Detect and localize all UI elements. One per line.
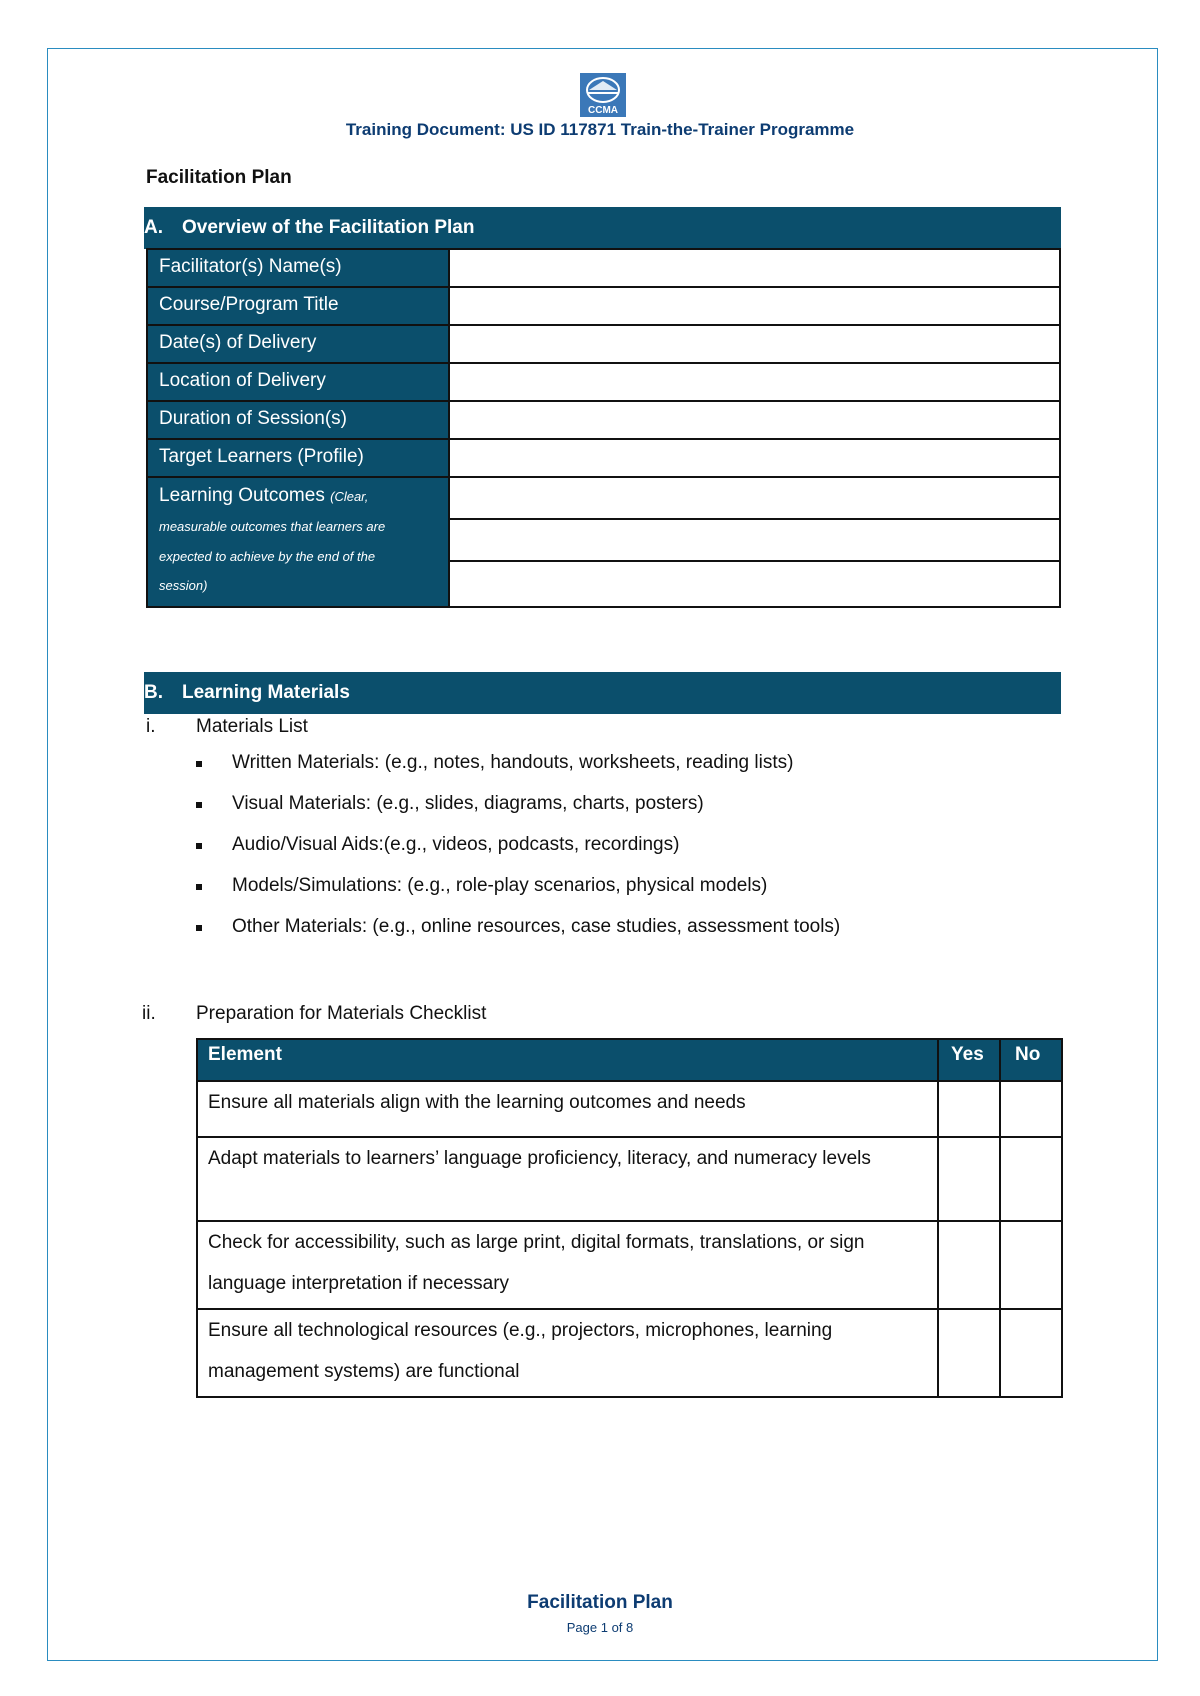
course-title-field[interactable]: [449, 287, 1060, 325]
table-row: [147, 287, 1060, 325]
row-label-location: Location of Delivery: [147, 363, 449, 401]
table-row: [147, 363, 1060, 401]
svg-text:CCMA: CCMA: [588, 105, 618, 116]
table-row: [147, 439, 1060, 477]
checklist-heading: Preparation for Materials Checklist: [196, 1003, 487, 1024]
row-label-dates: Date(s) of Delivery: [147, 325, 449, 363]
checklist-item-text: Check for accessibility, such as large print, digital formats, translations, or sign language interpretation if necessary: [197, 1221, 938, 1309]
checklist-yes-cell[interactable]: [938, 1137, 1000, 1221]
learning-outcome-field-2[interactable]: [449, 519, 1060, 561]
checklist-item-text: Adapt materials to learners’ language proficiency, literacy, and numeracy levels: [197, 1137, 938, 1221]
bullet-icon: [196, 843, 202, 849]
column-header-yes: Yes: [938, 1039, 1000, 1081]
row-label-learning-outcomes: Learning Outcomes (Clear, measurable outcomes that learners are expected to achieve by the end of the session): [147, 477, 449, 607]
target-learners-field[interactable]: [449, 439, 1060, 477]
checklist-no-cell[interactable]: [1000, 1137, 1062, 1221]
table-row: [197, 1309, 1062, 1397]
checklist-yes-cell[interactable]: [938, 1221, 1000, 1309]
overview-table: [146, 248, 1061, 608]
checklist-no-cell[interactable]: [1000, 1309, 1062, 1397]
list-item: Audio/Visual Aids:(e.g., videos, podcasts, recordings): [196, 834, 840, 875]
section-b-header: [144, 672, 1061, 714]
bullet-icon: [196, 925, 202, 931]
list-item: Written Materials: (e.g., notes, handouts, worksheets, reading lists): [196, 752, 840, 793]
materials-list-heading: Materials List: [196, 716, 308, 737]
document-header-title: Training Document: US ID 117871 Train-the-Trainer Programme: [345, 120, 855, 139]
footer-page-number: Page 1 of 8: [566, 1620, 634, 1635]
delivery-location-field[interactable]: [449, 363, 1060, 401]
table-row: [147, 249, 1060, 287]
column-header-no: No: [1000, 1039, 1062, 1081]
learning-outcome-field-3[interactable]: [449, 561, 1060, 607]
checklist-item-text: Ensure all materials align with the learning outcomes and needs: [197, 1081, 938, 1137]
table-row: [147, 477, 1060, 519]
section-b-title: Learning Materials: [182, 682, 350, 703]
bullet-icon: [196, 884, 202, 890]
session-duration-field[interactable]: [449, 401, 1060, 439]
list-item: Models/Simulations: (e.g., role-play scenarios, physical models): [196, 875, 840, 916]
table-row: [197, 1081, 1062, 1137]
table-row: [197, 1137, 1062, 1221]
bullet-icon: [196, 761, 202, 767]
checklist-no-cell[interactable]: [1000, 1081, 1062, 1137]
table-row: [197, 1221, 1062, 1309]
table-header-row: [197, 1039, 1062, 1081]
ccma-logo: [580, 73, 626, 117]
checklist-yes-cell[interactable]: [938, 1081, 1000, 1137]
materials-list: [196, 752, 840, 957]
section-a-letter: A.: [144, 217, 163, 238]
list-item: Visual Materials: (e.g., slides, diagrams, charts, posters): [196, 793, 840, 834]
checklist-no-cell[interactable]: [1000, 1221, 1062, 1309]
delivery-dates-field[interactable]: [449, 325, 1060, 363]
learning-outcome-field-1[interactable]: [449, 477, 1060, 519]
list-item: Other Materials: (e.g., online resources, case studies, assessment tools): [196, 916, 840, 957]
row-label-target-learners: Target Learners (Profile): [147, 439, 449, 477]
table-row: [147, 401, 1060, 439]
section-a-header: [144, 207, 1061, 249]
row-label-duration: Duration of Session(s): [147, 401, 449, 439]
column-header-element: Element: [197, 1039, 938, 1081]
footer-title: Facilitation Plan: [527, 1592, 673, 1613]
page-title: Facilitation Plan: [146, 167, 292, 188]
section-b-letter: B.: [144, 682, 163, 703]
row-label-course-title: Course/Program Title: [147, 287, 449, 325]
table-row: [147, 325, 1060, 363]
row-label-facilitator: Facilitator(s) Name(s): [147, 249, 449, 287]
checklist-yes-cell[interactable]: [938, 1309, 1000, 1397]
checklist-item-text: Ensure all technological resources (e.g., projectors, microphones, learning management systems) are functional: [197, 1309, 938, 1397]
section-a-title: Overview of the Facilitation Plan: [182, 217, 475, 238]
sub-ii-numeral: ii.: [142, 1003, 156, 1024]
bullet-icon: [196, 802, 202, 808]
facilitator-name-field[interactable]: [449, 249, 1060, 287]
materials-checklist-table: [196, 1038, 1063, 1398]
sub-i-numeral: i.: [146, 716, 156, 737]
